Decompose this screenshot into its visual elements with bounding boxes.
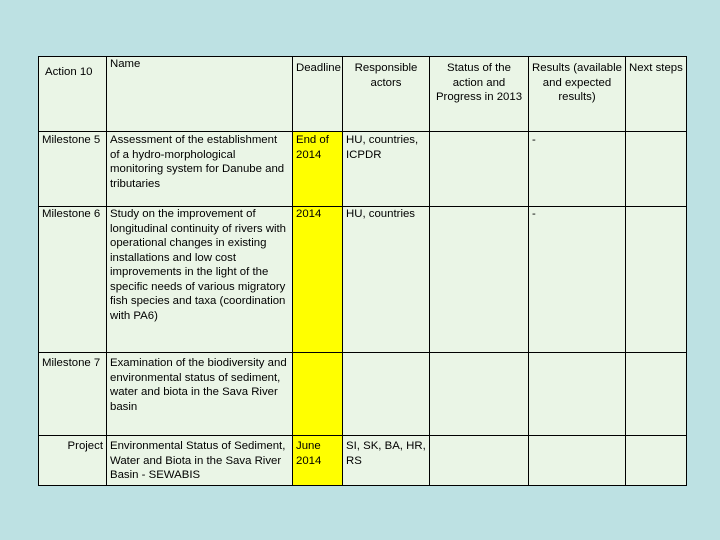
action-table xyxy=(38,56,687,486)
header-next-steps: Next steps xyxy=(626,57,687,132)
row-status xyxy=(430,353,529,436)
row-status xyxy=(430,207,529,353)
header-responsible: Responsible actors xyxy=(343,57,430,132)
row-deadline: June 2014 xyxy=(293,436,343,486)
row-name: Assessment of the establishment of a hydro-morphological monitoring system for Danube and tributaries xyxy=(107,132,293,207)
row-results xyxy=(529,436,626,486)
row-results: - xyxy=(529,207,626,353)
row-next-steps xyxy=(626,436,687,486)
row-next-steps xyxy=(626,353,687,436)
table-row xyxy=(39,353,687,436)
row-results: - xyxy=(529,132,626,207)
row-label: Milestone 7 xyxy=(39,353,107,436)
row-label: Milestone 5 xyxy=(39,132,107,207)
row-next-steps xyxy=(626,207,687,353)
header-status: Status of the action and Progress in 2013 xyxy=(430,57,529,132)
row-deadline: 2014 xyxy=(293,207,343,353)
row-responsible: HU, countries xyxy=(343,207,430,353)
table-row xyxy=(39,436,687,486)
row-name: Environmental Status of Sediment, Water and Biota in the Sava River Basin - SEWABIS xyxy=(107,436,293,486)
row-label: Project xyxy=(39,436,107,486)
table-row xyxy=(39,132,687,207)
row-name: Examination of the biodiversity and environmental status of sediment, water and biota in the Sava River basin xyxy=(107,353,293,436)
row-deadline xyxy=(293,353,343,436)
row-next-steps xyxy=(626,132,687,207)
row-deadline: End of 2014 xyxy=(293,132,343,207)
row-responsible: HU, countries, ICPDR xyxy=(343,132,430,207)
header-name: Name xyxy=(107,57,293,132)
table-row xyxy=(39,207,687,353)
header-deadline: Deadline xyxy=(293,57,343,132)
header-action: Action 10 xyxy=(39,57,107,132)
row-responsible xyxy=(343,353,430,436)
header-results: Results (available and expected results) xyxy=(529,57,626,132)
row-status xyxy=(430,436,529,486)
table-header-row xyxy=(39,57,687,132)
row-name: Study on the improvement of longitudinal continuity of rivers with operational changes in existing installations and low cost improvements in the light of the specific needs of various migratory fish species and taxa (coordination with PA6) xyxy=(107,207,293,353)
row-status xyxy=(430,132,529,207)
row-label: Milestone 6 xyxy=(39,207,107,353)
row-results xyxy=(529,353,626,436)
row-responsible: SI, SK, BA, HR, RS xyxy=(343,436,430,486)
